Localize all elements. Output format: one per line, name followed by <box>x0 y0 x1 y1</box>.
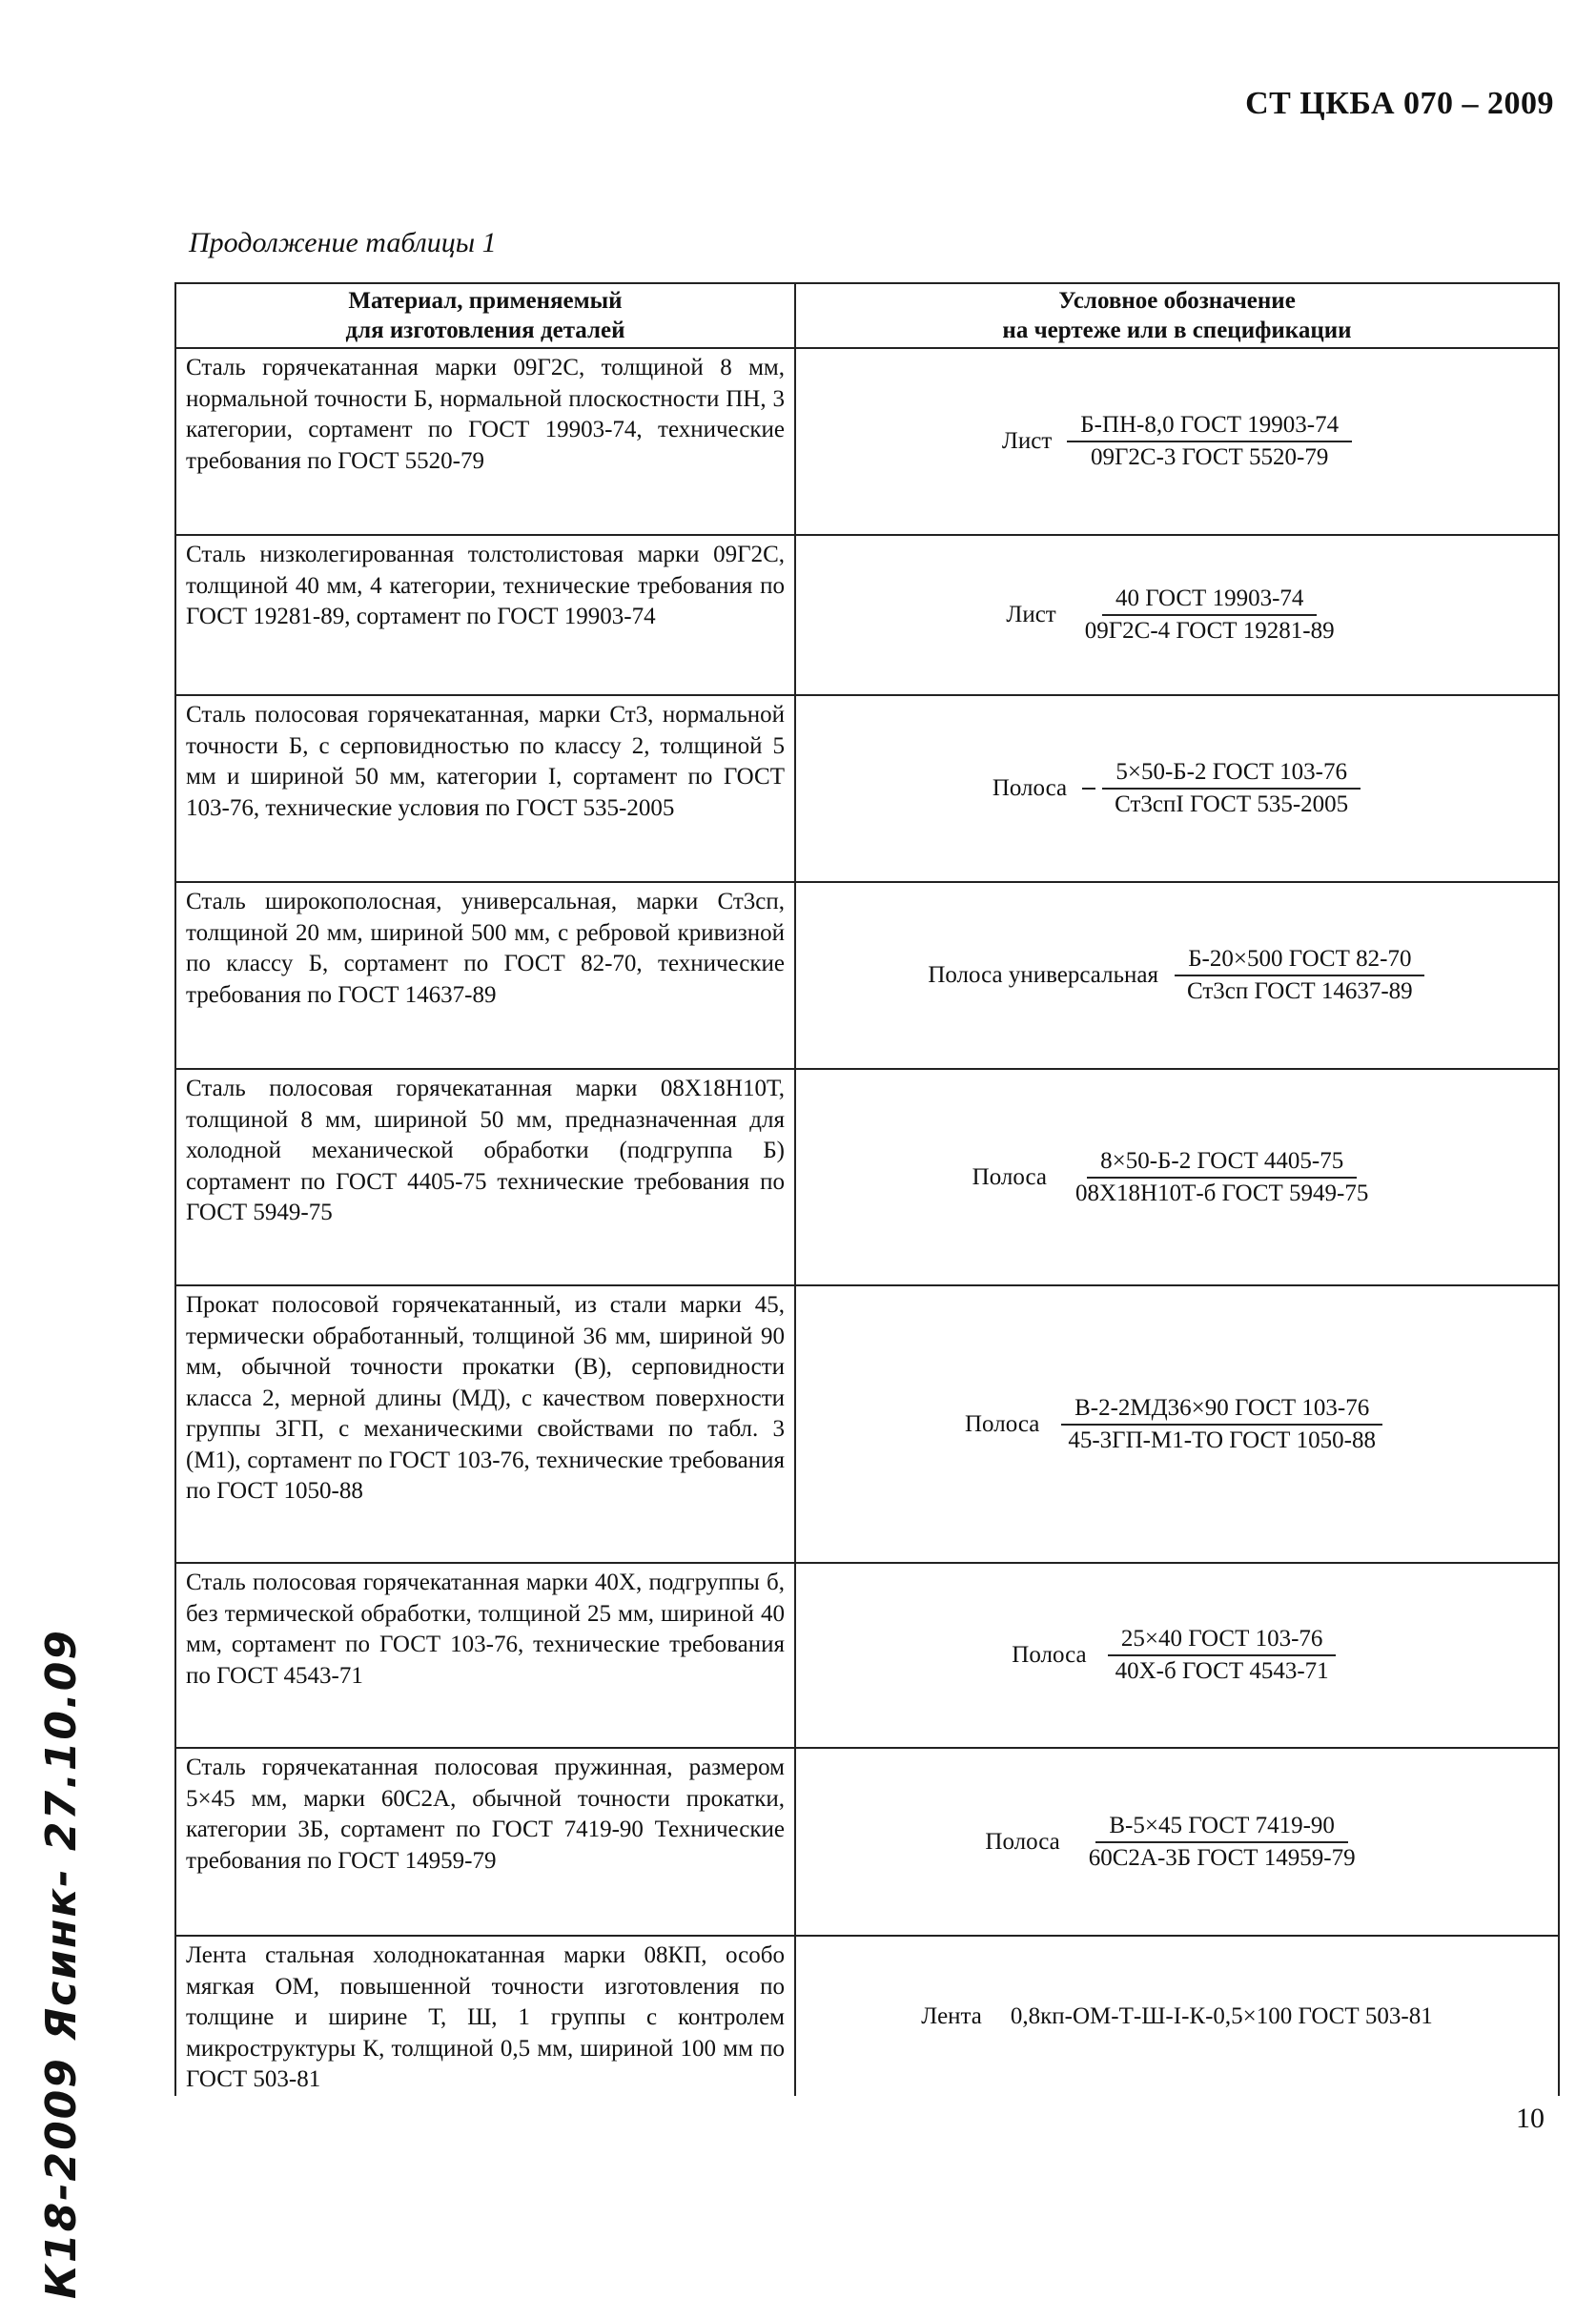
designation <box>1006 584 1347 647</box>
dash-mark <box>1082 788 1095 790</box>
materials-table <box>174 282 1560 2096</box>
designation-denominator: 60С2А-3Б ГОСТ 14959-79 <box>1088 1844 1356 1871</box>
table-row <box>176 1749 1558 1937</box>
designation-numerator: 8×50-Б-2 ГОСТ 4405-75 <box>1087 1146 1357 1179</box>
designation-fraction <box>1101 757 1361 820</box>
designation-numerator: Б-ПН-8,0 ГОСТ 19903-74 <box>1067 410 1352 442</box>
designation-cell <box>796 883 1558 1068</box>
designation-denominator: 08Х18Н10Т-б ГОСТ 5949-75 <box>1074 1180 1369 1206</box>
designation-cell <box>796 1070 1558 1284</box>
material-description: Сталь горячекатанная полосовая пружинная, размером 5×45 мм, марки 60С2А, обычной точности прокатки, категории 3Б, сортамент по ГОСТ 7419-90 Технические требования по ГОСТ 14959-79 <box>176 1749 796 1935</box>
designation-denominator: Ст3спI ГОСТ 535-2005 <box>1115 791 1349 817</box>
table-header <box>176 284 1558 349</box>
table-row <box>176 1070 1558 1286</box>
designation-fraction <box>1174 944 1426 1007</box>
designation-numerator: 40 ГОСТ 19903-74 <box>1102 584 1317 616</box>
designation-cell <box>796 536 1558 694</box>
material-description: Сталь низколегированная толстолистовая марки 09Г2С, толщиной 40 мм, 4 категории, технические требования по ГОСТ 19281-89, сортамент по ГОСТ 19903-74 <box>176 536 796 694</box>
product-kind: Полоса универсальная <box>928 962 1158 988</box>
page-number: 10 <box>1516 2103 1545 2134</box>
designation-numerator: В-2-2МД36×90 ГОСТ 103-76 <box>1061 1393 1382 1426</box>
designation-numerator: 25×40 ГОСТ 103-76 <box>1108 1624 1337 1656</box>
product-kind: Полоса <box>972 1163 1047 1190</box>
designation-cell <box>796 1286 1558 1562</box>
table-row <box>176 1937 1558 2096</box>
designation-cell <box>796 1937 1558 2096</box>
designation <box>921 2003 1432 2030</box>
designation-denominator: 40Х-б ГОСТ 4543-71 <box>1115 1658 1329 1684</box>
product-kind: Полоса <box>965 1410 1040 1437</box>
table-row <box>176 349 1558 536</box>
material-description: Лента стальная холоднокатанная марки 08КП, особо мягкая ОМ, повышенной точности изготовления по толщине и ширине Т, Ш, 1 группы с контролем микроструктуры К, толщиной 0,5 мм, шириной 100 мм по ГОСТ 503-81 <box>176 1937 796 2096</box>
product-kind: Лента <box>921 2002 982 2029</box>
material-description: Сталь полосовая горячекатанная марки 08Х18Н10Т, толщиной 8 мм, шириной 50 мм, предназначенная для холодной механической обработки (подгруппа Б) сортамент по ГОСТ 4405-75 технические требования по ГОСТ 5949-75 <box>176 1070 796 1284</box>
table-row <box>176 696 1558 883</box>
handwritten-margin-note: К18-2009 Ясинк- 27.10.09 <box>37 1629 86 2299</box>
designation-denominator: 09Г2С-3 ГОСТ 5520-79 <box>1090 444 1329 470</box>
column-header-material: Материал, применяемый для изготовления деталей <box>176 284 796 347</box>
designation <box>1012 1624 1341 1687</box>
product-kind: Полоса <box>992 775 1068 801</box>
designation <box>992 757 1361 820</box>
designation-denominator: Ст3сп ГОСТ 14637-89 <box>1186 978 1413 1004</box>
material-description: Прокат полосовой горячекатанный, из стали марки 45, термически обработанный, толщиной 36 мм, шириной 90 мм, обычной точности прокатки (В), серповидности класса 2, мерной длины (МД), с качеством поверхности группы 3ГП, с механическими свойствами по табл. 3 (М1), сортамент по ГОСТ 103-76, технические требования по ГОСТ 1050-88 <box>176 1286 796 1562</box>
designation <box>965 1393 1389 1456</box>
designation <box>1002 410 1352 473</box>
designation-cell <box>796 1749 1558 1935</box>
document-code: СТ ЦКБА 070 – 2009 <box>1245 86 1554 121</box>
table-row <box>176 1286 1558 1564</box>
material-description: Сталь полосовая горячекатанная марки 40Х, подгруппы б, без термической обработки, толщиной 25 мм, шириной 40 мм, сортамент по ГОСТ 103-76, технические требования по ГОСТ 4543-71 <box>176 1564 796 1747</box>
designation-numerator: Б-20×500 ГОСТ 82-70 <box>1175 944 1424 976</box>
designation-fraction <box>1067 410 1352 473</box>
table-row <box>176 536 1558 696</box>
designation-denominator: 09Г2С-4 ГОСТ 19281-89 <box>1084 618 1335 644</box>
material-description: Сталь полосовая горячекатанная, марки Ст3, нормальной точности Б, с серповидностью по классу 2, толщиной 5 мм и шириной 50 мм, категории I, сортамент по ГОСТ 103-76, технические условия по ГОСТ 535-2005 <box>176 696 796 881</box>
designation <box>972 1146 1382 1209</box>
designation-single: 0,8кп-ОМ-Т-Ш-I-К-0,5×100 ГОСТ 503-81 <box>1010 2002 1433 2029</box>
designation-cell <box>796 696 1558 881</box>
material-description: Сталь горячекатанная марки 09Г2С, толщиной 8 мм, нормальной точности Б, нормальной плоскостности ПН, 3 категории, сортамент по ГОСТ 19903-74, технические требования по ГОСТ 5520-79 <box>176 349 796 534</box>
table-row <box>176 1564 1558 1749</box>
designation-fraction <box>1072 584 1348 647</box>
designation-fraction <box>1075 1811 1369 1874</box>
designation-cell <box>796 1564 1558 1747</box>
designation-cell <box>796 349 1558 534</box>
table-row <box>176 883 1558 1070</box>
designation-fraction <box>1054 1393 1389 1456</box>
product-kind: Полоса <box>1012 1642 1087 1668</box>
product-kind: Лист <box>1001 428 1053 454</box>
product-kind: Полоса <box>985 1828 1060 1855</box>
table-caption: Продолжение таблицы 1 <box>189 227 497 258</box>
designation-fraction <box>1062 1146 1381 1209</box>
product-kind: Лист <box>1006 602 1056 627</box>
designation <box>985 1811 1368 1874</box>
designation-denominator: 45-3ГП-М1-ТО ГОСТ 1050-88 <box>1068 1427 1376 1453</box>
column-header-designation: Условное обозначение на чертеже или в спецификации <box>1002 288 1352 343</box>
designation-numerator: В-5×45 ГОСТ 7419-90 <box>1095 1811 1348 1843</box>
material-description: Сталь широкополосная, универсальная, марки Ст3сп, толщиной 20 мм, шириной 500 мм, с ребровой кривизной по классу Б, сортамент по ГОСТ 82-70, технические требования по ГОСТ 14637-89 <box>176 883 796 1068</box>
designation <box>928 944 1425 1007</box>
designation-numerator: 5×50-Б-2 ГОСТ 103-76 <box>1102 757 1361 790</box>
designation-fraction <box>1102 1624 1342 1687</box>
